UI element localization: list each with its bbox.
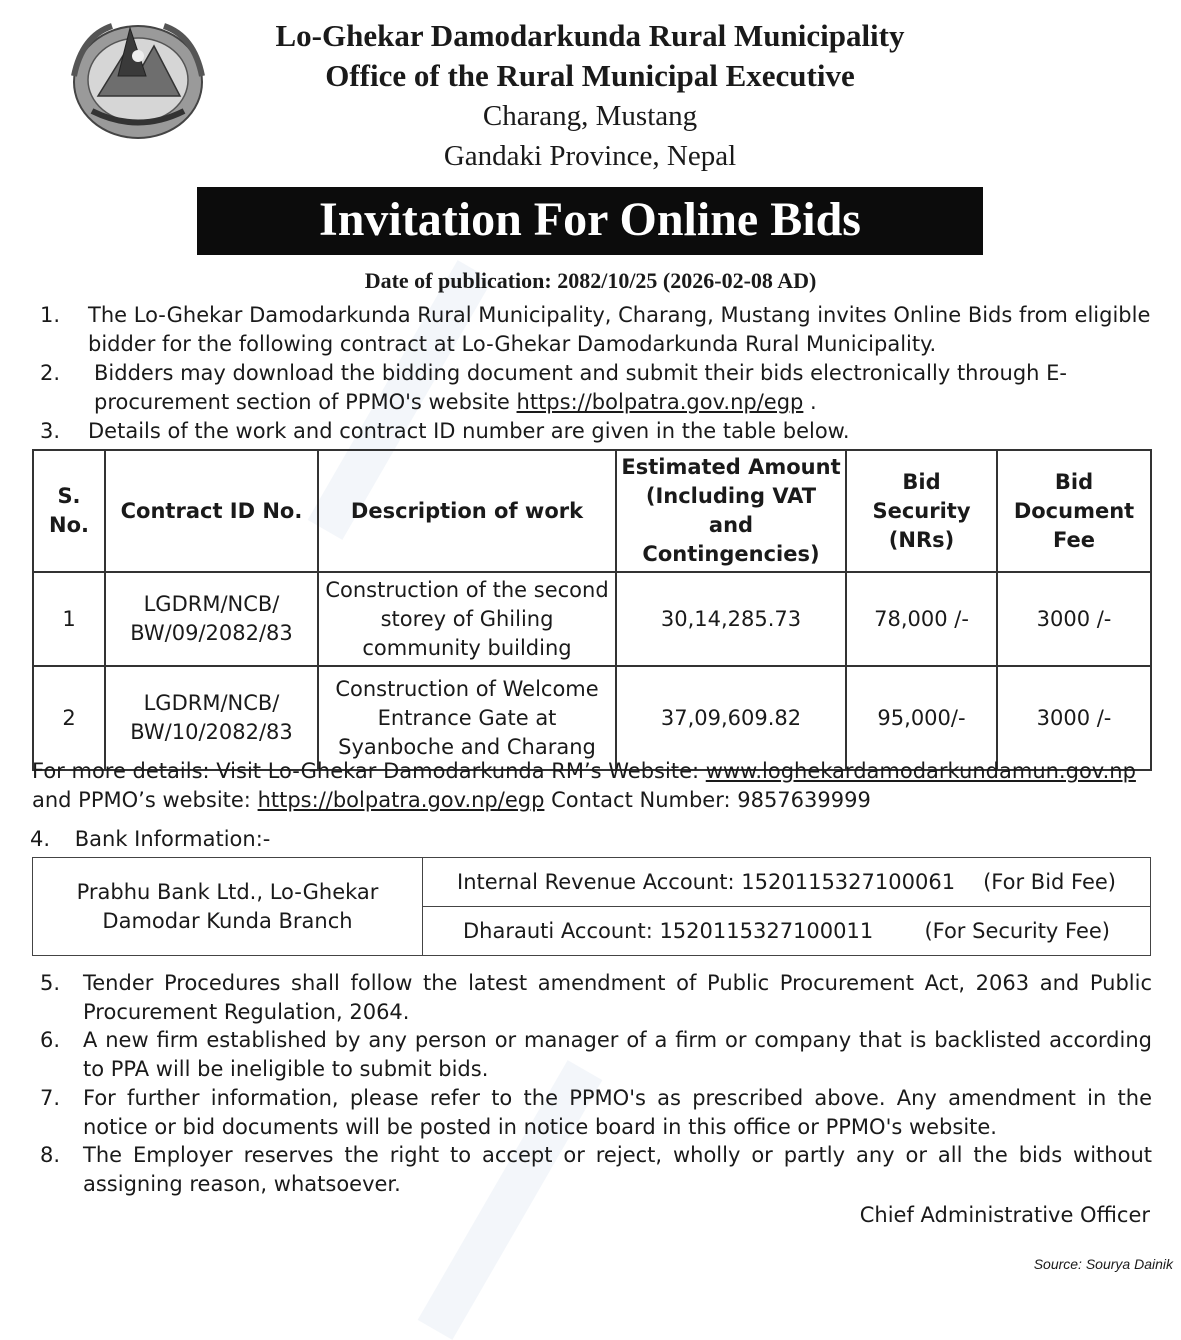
list-item-number: 6. — [40, 1028, 61, 1052]
list-item — [40, 969, 1152, 1027]
cell-contract-id: LGDRM/NCB/ BW/09/2082/83 — [105, 572, 318, 666]
account-label: Internal Revenue Account: 1520115327100061 — [457, 869, 956, 894]
cell-contract-id: LGDRM/NCB/ BW/10/2082/83 — [105, 666, 318, 770]
account-row — [423, 907, 1151, 956]
signatory: Chief Administrative Officer — [859, 1203, 1150, 1227]
col-header-bid-security: Bid Security (NRs) — [846, 450, 997, 572]
more-details — [32, 757, 1152, 815]
table-row — [33, 858, 1151, 907]
table-header-row — [33, 450, 1151, 572]
account-label: Dharauti Account: 1520115327100011 — [463, 918, 874, 943]
list-item — [40, 1141, 1152, 1199]
office-name: Office of the Rural Municipal Executive — [325, 58, 855, 93]
publication-date: Date of publication: 2082/10/25 (2026-02-08 AD) — [364, 268, 817, 293]
account-purpose: (For Security Fee) — [924, 918, 1110, 943]
list-item-number: 5. — [40, 971, 61, 995]
address-line: Charang, Mustang — [482, 100, 698, 132]
bank-heading — [30, 825, 1150, 854]
ppmo-website-link[interactable]: https://bolpatra.gov.np/egp — [257, 788, 545, 812]
cell-security: 78,000 /- — [846, 572, 997, 666]
list-item-number: 3. — [40, 419, 61, 443]
cell-description: Construction of the second storey of Ghiling community building — [318, 572, 616, 666]
province-line: Gandaki Province, Nepal — [443, 140, 737, 172]
account-purpose: (For Bid Fee) — [983, 869, 1116, 894]
cell-amount: 30,14,285.73 — [616, 572, 846, 666]
list-item — [40, 301, 1152, 359]
list-item-number: 1. — [40, 303, 61, 327]
list-item — [40, 1084, 1152, 1142]
list-item-text: For further information, please refer to the PPMO's as prescribed above. Any amendment in the notice or bid documents will be posted in notice board in this office or PPMO's website. — [83, 1086, 1152, 1139]
cell-fee: 3000 /- — [997, 666, 1151, 770]
col-header-document-fee: Bid Document Fee — [997, 450, 1151, 572]
list-item-suffix: . — [803, 390, 817, 414]
table-row — [33, 666, 1151, 770]
ppmo-link[interactable]: https://bolpatra.gov.np/egp — [516, 390, 804, 414]
more-details-middle: and PPMO’s website: — [32, 788, 251, 812]
list-item-text: Tender Procedures shall follow the latest amendment of Public Procurement Act, 2063 and Public Procurement Regulation, 2064. — [83, 971, 1152, 1024]
bank-table — [32, 857, 1151, 956]
cell-fee: 3000 /- — [997, 572, 1151, 666]
more-details-prefix: For more details: Visit Lo-Ghekar Damodarkunda RM’s Website: — [32, 759, 700, 783]
list-item-number: 8. — [40, 1143, 61, 1167]
bank-heading-text: Bank Information:- — [74, 827, 271, 851]
list-item-number: 7. — [40, 1086, 61, 1110]
notice-title-banner: Invitation For Online Bids — [197, 187, 983, 255]
cell-description: Construction of Welcome Entrance Gate at Syanboche and Charang — [318, 666, 616, 770]
contact-number: Contact Number: 9857639999 — [551, 788, 871, 812]
municipality-website-link[interactable]: www.loghekardamodarkundamun.gov.np — [705, 759, 1136, 783]
list-item-number: 4. — [30, 827, 51, 851]
list-item — [40, 417, 1152, 446]
col-header-sno: S. No. — [33, 450, 105, 572]
list-item-text: A new firm established by any person or manager of a firm or company that is backlisted according to PPA will be ineligible to submit bids. — [83, 1028, 1152, 1081]
account-row — [423, 858, 1151, 907]
list-item-text: The Employer reserves the right to accept or reject, wholly or partly any or all the bids without assigning reason, whatsoever. — [83, 1143, 1152, 1196]
col-header-description: Description of work — [318, 450, 616, 572]
org-name: Lo-Ghekar Damodarkunda Rural Municipality — [275, 18, 905, 53]
list-item-text-wrap — [94, 359, 1152, 417]
bids-table — [32, 449, 1152, 771]
cell-sno: 1 — [33, 572, 105, 666]
list-item-text: Bidders may download the bidding document and submit their bids electronically through E-procurement section of PPMO's website — [94, 361, 1067, 414]
list-item-text: The Lo-Ghekar Damodarkunda Rural Municipality, Charang, Mustang invites Online Bids from eligible bidder for the following contract at Lo-Ghekar Damodarkunda Rural Municipality. — [88, 303, 1151, 356]
source-credit: Source: Sourya Dainik — [1033, 1256, 1173, 1272]
cell-security: 95,000/- — [846, 666, 997, 770]
list-item — [40, 1026, 1152, 1084]
nepal-emblem-logo — [62, 16, 214, 146]
cell-sno: 2 — [33, 666, 105, 770]
table-row — [33, 572, 1151, 666]
col-header-estimated-amount: Estimated Amount (Including VAT and Contingencies) — [616, 450, 846, 572]
list-item-number: 2. — [40, 361, 61, 385]
list-item — [40, 359, 1152, 417]
cell-amount: 37,09,609.82 — [616, 666, 846, 770]
list-item-text: Details of the work and contract ID number are given in the table below. — [88, 419, 850, 443]
bank-branch: Prabhu Bank Ltd., Lo-Ghekar Damodar Kunda Branch — [33, 858, 423, 956]
col-header-contract-id: Contract ID No. — [105, 450, 318, 572]
